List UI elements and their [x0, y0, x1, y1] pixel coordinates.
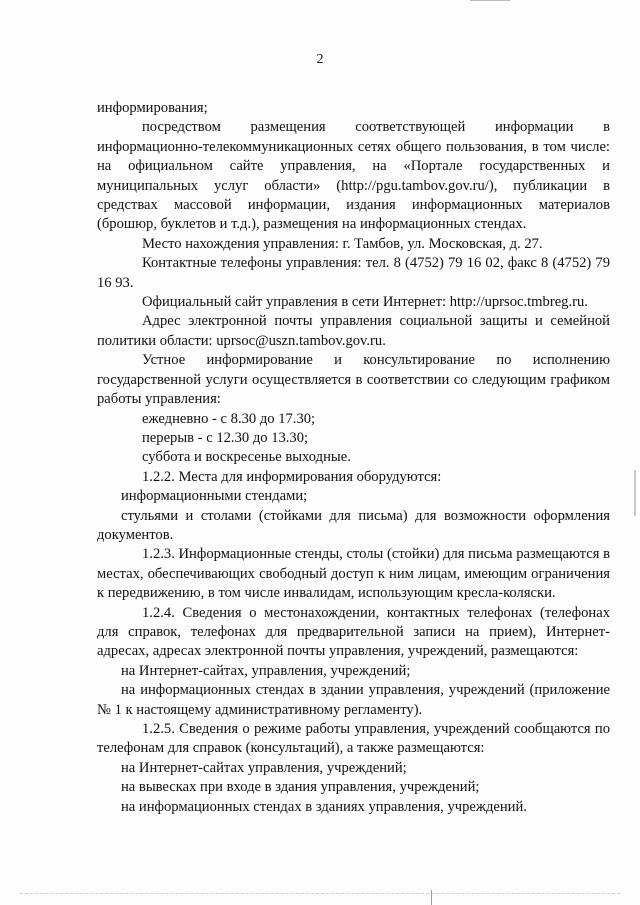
scan-artifact-bottom	[20, 893, 620, 902]
paragraph: перерыв - с 12.30 до 13.30;	[142, 429, 309, 446]
list-item: на информационных стендах в здании управления, учреждений (приложение № 1 к настоящему административному регламенту).	[97, 682, 610, 718]
paragraph: ежедневно - с 8.30 до 17.30;	[142, 410, 316, 427]
section-heading: 1.2.2. Места для информирования оборудуются:	[142, 468, 442, 485]
paragraph: информирования;	[97, 100, 208, 116]
paragraph: 1.2.5. Сведения о режиме работы управления, учреждений сообщаются по телефонам для справок (консультаций), а также размещаются:	[97, 721, 610, 757]
list-item: стульями и столами (стойками для письма) для возможности оформления документов.	[97, 507, 610, 543]
list-item: на вывесках при входе в здания управления, учреждений;	[121, 779, 480, 796]
paragraph: 1.2.3. Информационные стенды, столы (стойки) для письма размещаются в местах, обеспечивающих свободный доступ к ним лицам, имеющим ограничения к передвижению, в том числе инвалидам, использующим кресла-коляски.	[97, 546, 610, 602]
list-item: на информационных стендах в зданиях управления, учреждений.	[121, 798, 527, 815]
list-item: на Интернет-сайтах управления, учреждений;	[121, 759, 407, 776]
scan-artifact-top	[470, 0, 510, 5]
paragraph: Официальный сайт управления в сети Интернет: http://uprsoc.tmbreg.ru.	[142, 294, 588, 311]
paragraph: Контактные телефоны управления: тел. 8 (4752) 79 16 02, факс 8 (4752) 79 16 93.	[97, 255, 610, 291]
paragraph: суббота и воскресенье выходные.	[142, 449, 351, 466]
paragraph: посредством размещения соответствующей информации в информационно-телекоммуникационных сетях общего пользования, в том числе: на официальном сайте управления, на «Портале государственных и муниципальных услуг области» (http://pgu.tambov.gov.ru/), публикации в средствах массовой информации, издания информационных материалов (брошюр, буклетов и т.д.), размещения на информационных стендах.	[97, 119, 610, 233]
paragraph: Адрес электронной почты управления социальной защиты и семейной политики области: uprsoc@uszn.tambov.gov.ru.	[97, 313, 610, 349]
document-body	[97, 99, 610, 817]
list-item: информационными стендами;	[121, 488, 308, 505]
paragraph: Устное информирование и консультирование по исполнению государственной услуги осуществляется в соответствии со следующим графиком работы управления:	[97, 352, 610, 408]
page-number: 2	[316, 52, 324, 67]
scan-artifact-right	[634, 470, 636, 516]
paragraph: 1.2.4. Сведения о местонахождении, контактных телефонах (телефонах для справок, телефонах для предварительной записи на прием), Интернет-адресах, адресах электронной почты управления, учреждений, размещаются:	[97, 604, 610, 660]
list-item: на Интернет-сайтах, управления, учреждений;	[121, 662, 411, 679]
paragraph: Место нахождения управления: г. Тамбов, ул. Московская, д. 27.	[142, 235, 543, 252]
scan-artifact-tick	[431, 890, 432, 905]
